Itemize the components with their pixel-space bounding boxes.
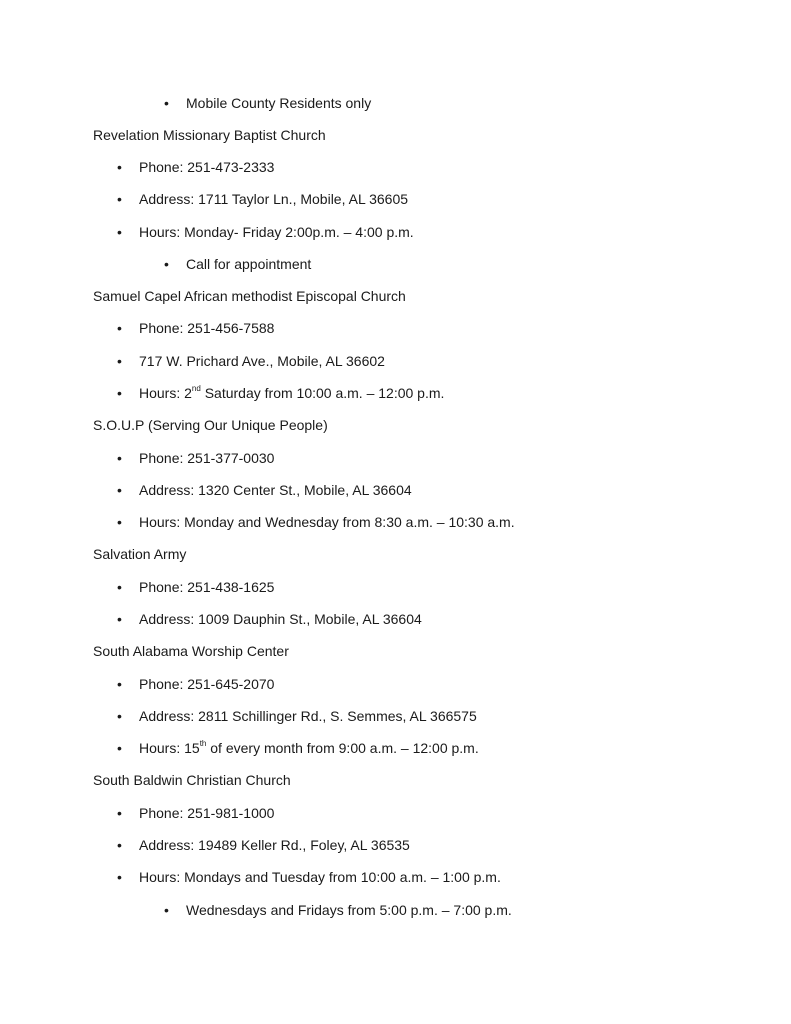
list-item-phone: • Phone: 251-377-0030 [139,449,274,467]
org-heading: Samuel Capel African methodist Episcopal Church [93,288,406,304]
list-item-address: • 717 W. Prichard Ave., Mobile, AL 36602 [139,352,385,370]
list-item-sub: • Mobile County Residents only [186,94,371,112]
list-item-address: • Address: 19489 Keller Rd., Foley, AL 36535 [139,836,410,854]
hours-text-rest: Saturday from 10:00 a.m. – 12:00 p.m. [200,385,445,401]
list-item-hours: • Hours: Mondays and Tuesday from 10:00 a.m. – 1:00 p.m. [139,868,501,886]
list-item-hours [139,384,444,402]
list-item-phone: • Phone: 251-456-7588 [139,319,274,337]
list-item-phone: • Phone: 251-645-2070 [139,675,274,693]
ordinal-suffix: th [199,739,207,749]
list-item-hours: • Hours: Monday- Friday 2:00p.m. – 4:00 p.m. [139,223,414,241]
org-heading: Salvation Army [93,546,187,562]
list-item-address: • Address: 1009 Dauphin St., Mobile, AL 36604 [139,610,422,628]
list-item-address: • Address: 2811 Schillinger Rd., S. Semmes, AL 366575 [139,707,477,725]
list-item-sub: • Call for appointment [186,255,311,273]
org-heading: S.O.U.P (Serving Our Unique People) [93,417,328,433]
hours-text: Hours: 2 [139,385,192,401]
list-item-address: • Address: 1320 Center St., Mobile, AL 36604 [139,481,412,499]
list-item-address: • Address: 1711 Taylor Ln., Mobile, AL 36605 [139,190,408,208]
hours-text-rest: of every month from 9:00 a.m. – 12:00 p.m. [206,740,479,756]
list-item-sub: • Wednesdays and Fridays from 5:00 p.m. – 7:00 p.m. [186,901,512,919]
hours-text: Hours: 15 [139,740,200,756]
list-item-hours: • Hours: Monday and Wednesday from 8:30 a.m. – 10:30 a.m. [139,513,515,531]
list-item-hours [139,739,479,757]
org-heading: Revelation Missionary Baptist Church [93,127,326,143]
list-item-phone: • Phone: 251-473-2333 [139,158,274,176]
list-item-phone: • Phone: 251-438-1625 [139,578,274,596]
ordinal-suffix: nd [191,384,201,394]
list-item-phone: • Phone: 251-981-1000 [139,804,274,822]
org-heading: South Baldwin Christian Church [93,772,291,788]
org-heading: South Alabama Worship Center [93,643,289,659]
